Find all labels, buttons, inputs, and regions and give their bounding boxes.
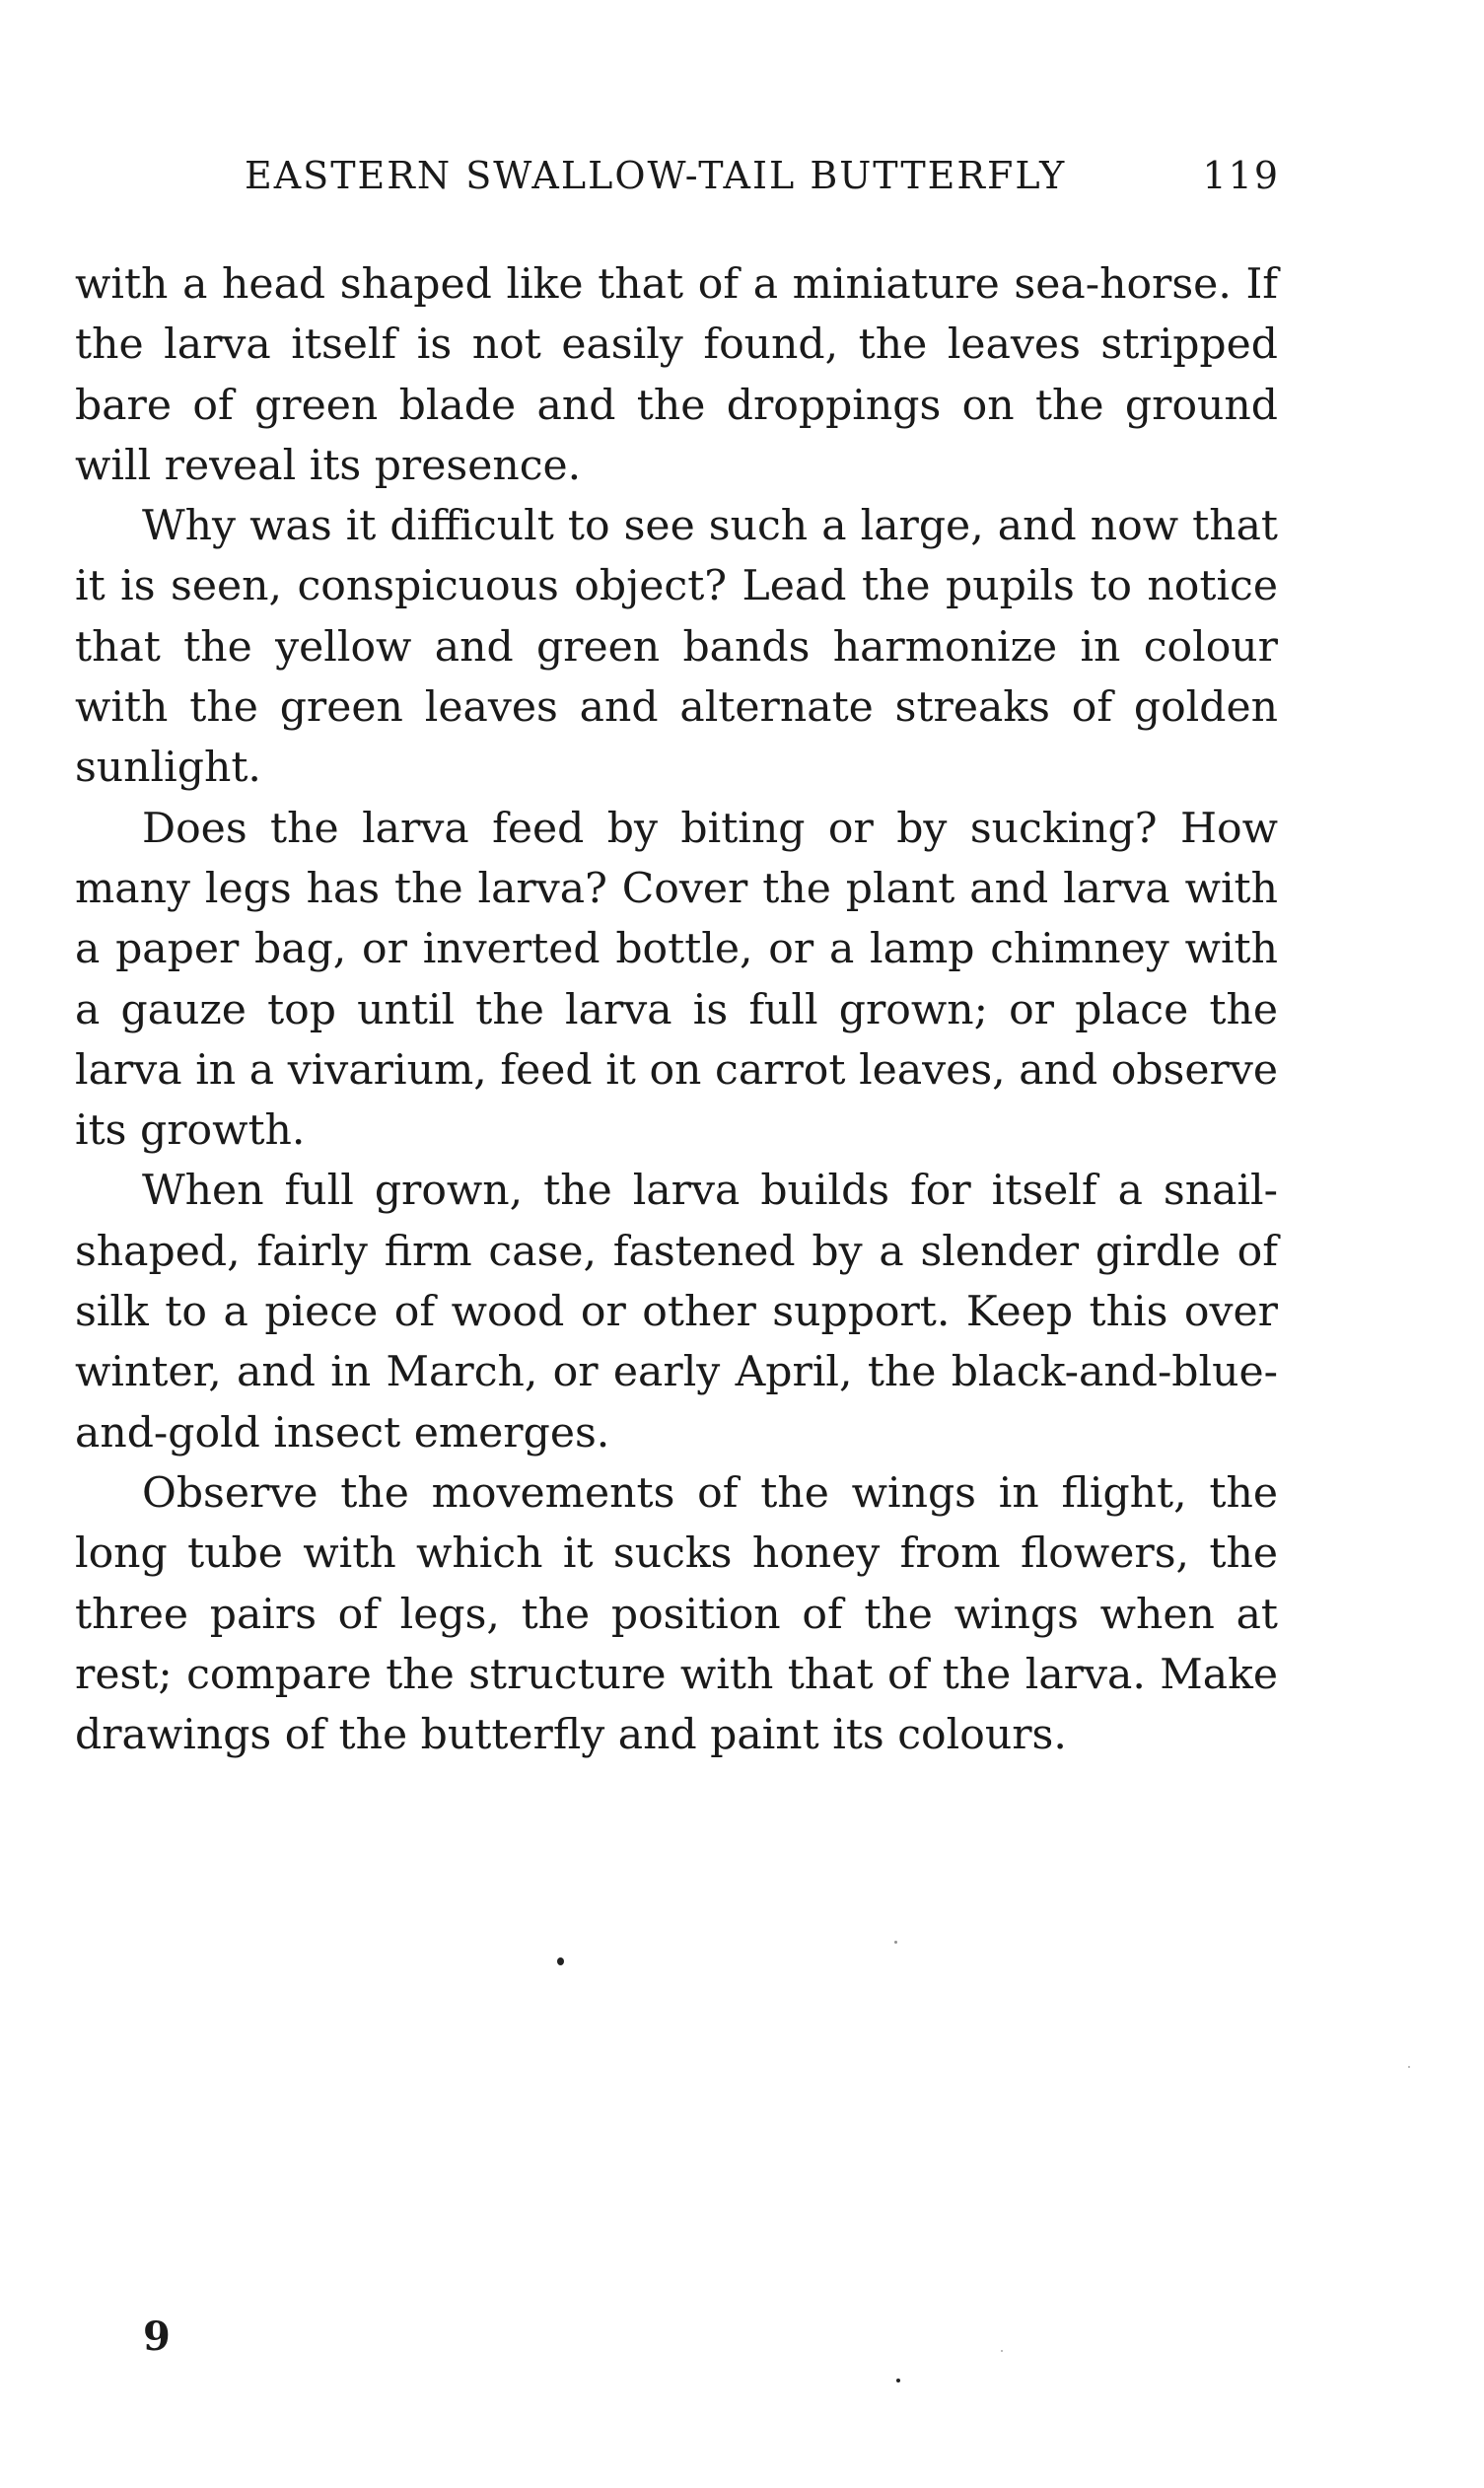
body-text	[75, 254, 1278, 1765]
ink-speck	[1001, 2350, 1003, 2352]
ink-speck	[1408, 2066, 1410, 2068]
ink-speck	[894, 1941, 897, 1944]
page-number: 119	[1202, 154, 1280, 197]
paragraph-5: Observe the movements of the wings in flight, the long tube with which it sucks honey from flowers, the three pairs of legs, the position of the wings when at rest; compare the structure with that of the larva. Make drawings of the butterfly and paint its colours.	[75, 1468, 1278, 1760]
signature-mark: 9	[143, 2313, 171, 2360]
paragraph-4: When full grown, the larva builds for itself a snail-shaped, fairly firm case, fastened by a slender girdle of silk to a piece of wood or other support. Keep this over winter, and in March, or early April, the black-and-blue-and-gold insect emerges.	[75, 1167, 1278, 1457]
paragraph-2: Why was it difficult to see such a large, and now that it is seen, conspicuous object? Lead the pupils to notice that the yellow and green bands harmonize in colour with the green leaves and alternate streaks of golden sunlight.	[75, 502, 1278, 793]
ink-speck	[896, 2379, 900, 2382]
running-header	[245, 148, 1280, 203]
paragraph-3: Does the larva feed by biting or by sucking? How many legs has the larva? Cover the plant and larva with a paper bag, or inverted bottle, or a lamp chimney with a gauze top until the larva is full grown; or place the larva in a vivarium, feed it on carrot leaves, and observe its growth.	[75, 804, 1278, 1156]
ink-speck	[557, 1957, 564, 1965]
paragraph-1: with a head shaped like that of a miniature sea-horse. If the larva itself is not easily found, the leaves stripped bare of green blade and the droppings on the ground will reveal its presence.	[75, 260, 1278, 490]
running-title: EASTERN SWALLOW-TAIL BUTTERFLY	[245, 154, 1067, 197]
